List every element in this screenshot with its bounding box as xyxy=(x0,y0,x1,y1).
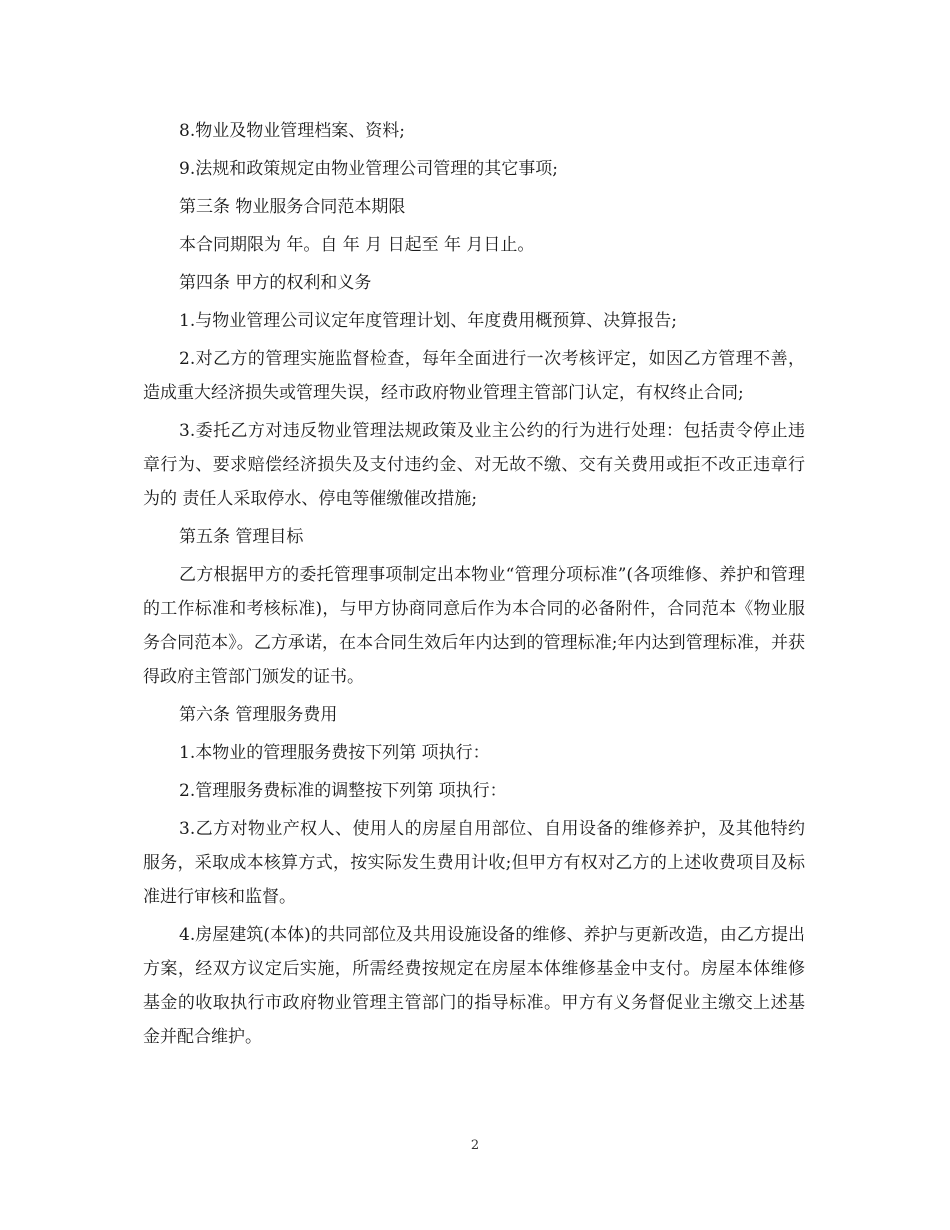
article-5-text: 乙方根据甲方的委托管理事项制定出本物业“管理分项标准”(各项维修、养护和管理的工作标准和考核标准)，与甲方协商同意后作为本合同的必备附件，合同范本《物业服务合同范本》。乙方承诺，在本合同生效后年内达到的管理标准;年内达到管理标准，并获得政府主管部门颁发的证书。 xyxy=(143,565,805,687)
article-4-heading: 第四条 甲方的权利和义务 xyxy=(179,273,372,293)
article-6-item-1: 1.本物业的管理服务费按下列第 项执行： xyxy=(179,743,490,763)
article-3-heading: 第三条 物业服务合同范本期限 xyxy=(179,197,406,217)
article-4-item-1: 1.与物业管理公司议定年度管理计划、年度费用概预算、决算报告; xyxy=(179,311,677,331)
contract-term-text: 本合同期限为 年。自 年 月 日起至 年 月日止。 xyxy=(179,235,535,255)
article-6-item-2: 2.管理服务费标准的调整按下列第 项执行： xyxy=(179,781,507,801)
article-6-item-4: 4.房屋建筑(本体)的共同部位及共用设施设备的维修、养护与更新改造，由乙方提出方案，经双方议定后实施，所需经费按规定在房屋本体维修基金中支付。房屋本体维修基金的收取执行市政府物业管理主管部门的指导标准。甲方有义务督促业主缴交上述基金并配合维护。 xyxy=(143,925,805,1047)
paragraph-item-8: 8.物业及物业管理档案、资料; xyxy=(179,121,405,141)
article-4-item-2: 2.对乙方的管理实施监督检查，每年全面进行一次考核评定，如因乙方管理不善，造成重大经济损失或管理失误，经市政府物业管理主管部门认定，有权终止合同; xyxy=(143,349,805,403)
article-6-item-3: 3.乙方对物业产权人、使用人的房屋自用部位、自用设备的维修养护，及其他特约服务，采取成本核算方式，按实际发生费用计收;但甲方有权对乙方的上述收费项目及标准进行审核和监督。 xyxy=(143,819,805,907)
page-number: 2 xyxy=(470,1138,480,1153)
article-5-heading: 第五条 管理目标 xyxy=(179,527,304,547)
article-6-heading: 第六条 管理服务费用 xyxy=(179,705,338,725)
article-4-item-3: 3.委托乙方对违反物业管理法规政策及业主公约的行为进行处理：包括责令停止违章行为、要求赔偿经济损失及支付违约金、对无故不缴、交有关费用或拒不改正违章行为的 责任人采取停水、停电等催缴催改措施; xyxy=(143,421,805,509)
document-body xyxy=(143,114,805,1054)
paragraph-item-9: 9.法规和政策规定由物业管理公司管理的其它事项; xyxy=(179,159,558,179)
